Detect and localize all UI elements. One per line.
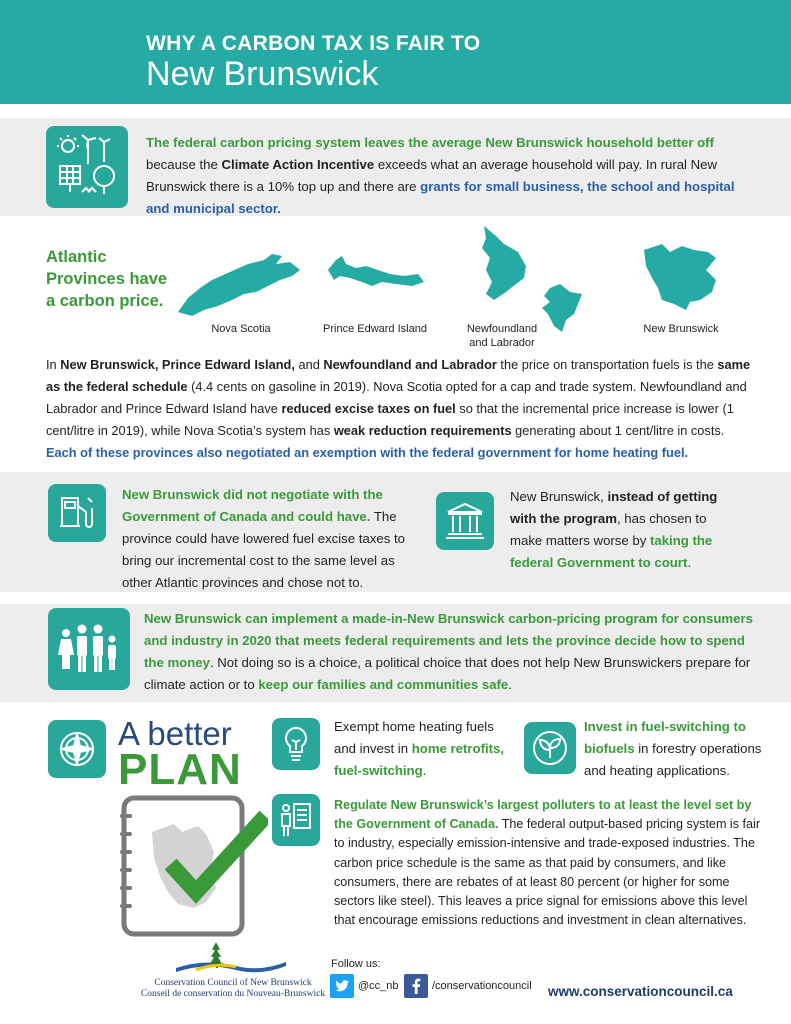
negotiate-right-d: taking the federal Government to court [510, 533, 713, 570]
implement-strong: New Brunswick can implement a made-in-New Brunswick carbon-pricing program for consumers and industry in 2020 that meets federal requirements and lets the province decide how to spend the money [144, 611, 753, 670]
plan-title-2: PLAN [118, 745, 242, 794]
intro-strong-2: Climate Action Incentive [221, 157, 375, 172]
atl-s9: so that the incremental price increase is lower (1 cent/litre in 2019), while Nova Scotia’s system has [46, 401, 734, 438]
org-name-fr: Conseil de conservation du Nouveau-Brunswick [140, 989, 326, 999]
atl-s12: Each of these provinces also negotiated an exemption with the federal government for home heating fuel. [46, 445, 689, 460]
implement-text [144, 608, 764, 696]
twitter-handle[interactable]: @cc_nb [358, 980, 399, 992]
negotiate-right-b: instead of getting with the program [510, 489, 718, 526]
atlantic-heading-3: a carbon price. [46, 292, 164, 310]
header-title-line1: WHY A CARBON TAX IS FAIR TO [146, 32, 481, 55]
facebook-icon[interactable] [404, 974, 428, 998]
org-name-en: Conservation Council of New Brunswick [154, 978, 312, 988]
ccnb-logo-mark [176, 938, 286, 974]
plan-title-1: A better [118, 715, 232, 752]
intro-text-4: exceeds what an average household will pay. In rural New Brunswick there is a 10% top up and there are [146, 157, 718, 194]
plan-item1-c: . [422, 763, 427, 778]
plan-item1-b: home retrofits, fuel-switching [334, 741, 505, 778]
negotiate-right-a: New Brunswick, [510, 489, 608, 504]
plan-item1-text [334, 716, 514, 782]
label-new-brunswick: New Brunswick [643, 323, 719, 335]
label-newfoundland: Newfoundland [466, 323, 538, 335]
negotiate-left-text [122, 484, 410, 594]
atlantic-heading-2: Provinces have [46, 270, 168, 288]
atl-s5: the price on transportation fuels is the [496, 357, 718, 372]
atlantic-heading [46, 246, 167, 312]
negotiate-left-strong: New Brunswick did not negotiate with the Government of Canada and could have. [122, 487, 383, 524]
plan-item2-b: in forestry operations and heating applications. [584, 741, 762, 778]
atl-s4: Newfoundland and Labrador [323, 357, 497, 372]
lightbulb-icon [272, 718, 320, 770]
plan-item2-text [584, 716, 764, 782]
compass-icon [48, 720, 106, 778]
family-icon [48, 608, 130, 690]
atl-s6: same as the federal schedule [46, 357, 751, 394]
intro-text [146, 132, 756, 220]
intro-text-2: because the [146, 157, 222, 172]
atl-s10: weak reduction requirements [333, 423, 512, 438]
org-names [138, 978, 328, 1000]
new-brunswick-map [640, 242, 720, 312]
plan-item3-a: Regulate New Brunswick’s largest polluters to at least the level set by the Government of Canada. [334, 798, 752, 832]
newfoundland-map [478, 222, 588, 332]
label-pei: Prince Edward Island [323, 323, 427, 335]
atl-s11: generating about 1 cent/litre in costs. [511, 423, 725, 438]
plan-item3-b: The federal output-based pricing system is fair to industry, especially emission-intensive and trade-exposed industries. The carbon price schedule is the same as that paid by consumers, and like consumers, there are rebates of at least 80 percent (or higher for some sectors like steel). This leaves a price signal for emissions above this level that encourage emissions reductions and investment in clean alternatives. [334, 817, 761, 928]
facebook-handle[interactable]: /conservationcouncil [432, 980, 532, 992]
atlantic-heading-1: Atlantic [46, 248, 107, 266]
header-title-line2: New Brunswick [146, 55, 379, 93]
pei-map [326, 252, 426, 292]
label-labrador: and Labrador [469, 337, 535, 349]
implement-end: . [508, 677, 512, 692]
atl-s2: New Brunswick, Prince Edward Island, [60, 357, 295, 372]
label-nova-scotia: Nova Scotia [211, 323, 271, 335]
atl-s1: In [46, 357, 61, 372]
negotiate-right-text [510, 486, 740, 574]
plan-item3-text [334, 796, 768, 930]
plan-checklist-icon [118, 792, 268, 942]
implement-rest: . Not doing so is a choice, a political choice that does not help New Brunswickers prepare for climate action or to [144, 655, 751, 692]
plan-item1-a: Exempt home heating fuels and invest in [334, 719, 494, 756]
implement-strong-2: keep our families and communities safe [258, 677, 509, 692]
nova-scotia-map [172, 250, 312, 320]
atlantic-paragraph [46, 354, 756, 464]
energy-icon [46, 126, 128, 208]
intro-strong-3: grants for small business, the school and hospital and municipal sector. [146, 179, 735, 216]
atl-s3: and [294, 357, 324, 372]
intro-strong-1: The federal carbon pricing system leaves the average New Brunswick household better off [146, 135, 714, 150]
atl-s7: (4.4 cents on gasoline in 2019). Nova Scotia opted for a cap and trade system. Newfoundland and Labrador and Prince Edward Island have [46, 379, 747, 416]
leaf-icon [524, 722, 576, 774]
twitter-icon[interactable] [330, 974, 354, 998]
plan-item2-a: Invest in fuel-switching to biofuels [584, 719, 746, 756]
header-banner [0, 0, 791, 104]
negotiate-left-rest: The province could have lowered fuel excise taxes to bring our incremental cost to the same level as other Atlantic provinces and chose not to. [122, 509, 405, 590]
negotiate-right-e: . [687, 555, 692, 570]
follow-us-label: Follow us: [331, 958, 381, 970]
atl-s8: reduced excise taxes on fuel [281, 401, 456, 416]
website-link[interactable]: www.conservationcouncil.ca [548, 984, 733, 999]
regulation-icon [272, 794, 320, 846]
fuel-pump-icon [48, 484, 106, 542]
negotiate-right-c: , has chosen to make matters worse by [510, 511, 707, 548]
courthouse-icon [436, 492, 494, 550]
